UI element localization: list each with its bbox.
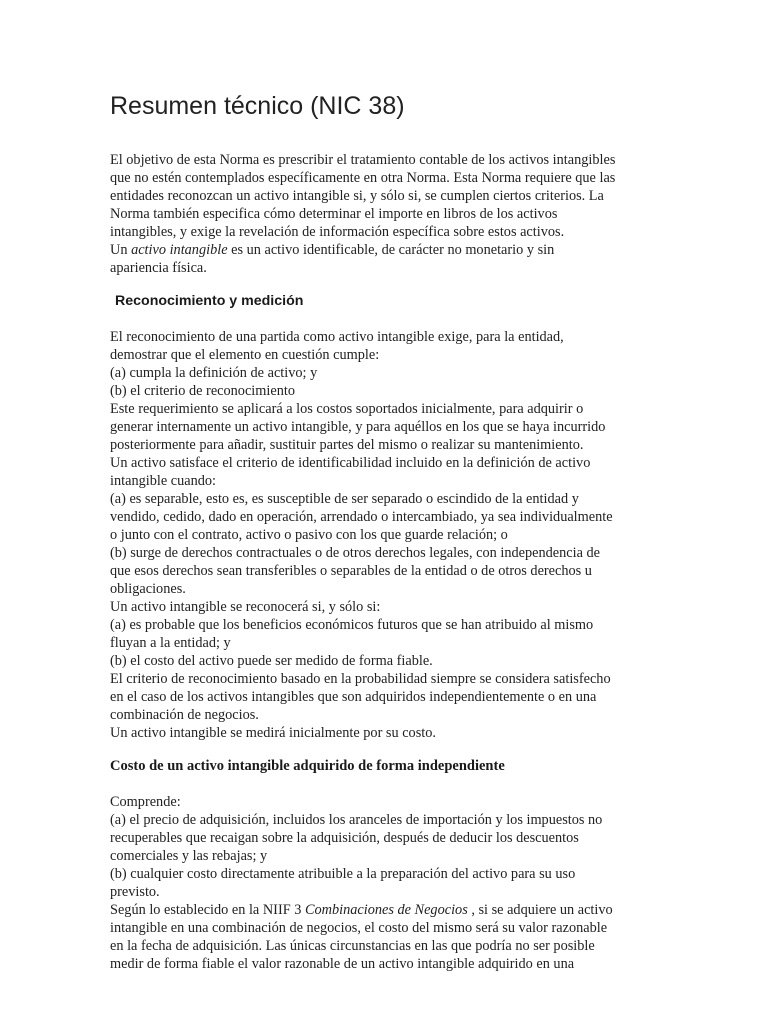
text-line: (b) el costo del activo puede ser medido de forma fiable. (110, 653, 433, 669)
text-line (110, 901, 613, 919)
text-line: demostrar que el elemento en cuestión cumple: (110, 347, 380, 363)
text-line: El criterio de reconocimiento basado en la probabilidad siempre se considera satisfecho (110, 671, 611, 687)
text-line: intangible en una combinación de negocios, el costo del mismo será su valor razonable (110, 920, 608, 936)
italic-term: activo intangible (131, 242, 228, 258)
text-line: que no estén contemplados específicamente en otra Norma. Esta Norma requiere que las (110, 170, 616, 186)
text-line: obligaciones. (110, 581, 186, 597)
text-line: Un activo satisface el criterio de identificabilidad incluido en la definición de activo (110, 455, 591, 471)
text-line: comerciales y las rebajas; y (110, 848, 268, 864)
text-line: (a) el precio de adquisición, incluidos los aranceles de importación y los impuestos no (110, 812, 603, 828)
text-line: entidades reconozcan un activo intangible si, y sólo si, se cumplen ciertos criterios. La (110, 188, 604, 204)
italic-reference: Combinaciones de Negocios (304, 902, 468, 918)
section-heading-reconocimiento: Reconocimiento y medición (115, 293, 304, 309)
section-heading-costo: Costo de un activo intangible adquirido de forma independiente (110, 758, 505, 774)
text-line: El objetivo de esta Norma es prescribir el tratamiento contable de los activos intangibles (110, 152, 616, 168)
text-line: medir de forma fiable el valor razonable de un activo intangible adquirido en una (110, 956, 575, 972)
text-line: en el caso de los activos intangibles que son adquiridos independientemente o en una (110, 689, 597, 705)
text-line: (b) cualquier costo directamente atribuible a la preparación del activo para su uso (110, 866, 576, 882)
text-line: intangible cuando: (110, 473, 217, 489)
text-line: recuperables que recaigan sobre la adquisición, después de deducir los descuentos (110, 830, 579, 846)
text-line: o junto con el contrato, activo o pasivo con los que guarde relación; o (110, 527, 508, 543)
text-line: Un activo intangible se medirá inicialmente por su costo. (110, 725, 436, 741)
page-title: Resumen técnico (NIC 38) (110, 92, 405, 120)
text-line: Norma también especifica cómo determinar el importe en libros de los activos (110, 206, 558, 222)
text-line: en la fecha de adquisición. Las únicas circunstancias en las que podría no ser posible (110, 938, 595, 954)
text-line: (a) cumpla la definición de activo; y (110, 365, 318, 381)
text-line: previsto. (110, 884, 160, 900)
text-run: , si se adquiere un activo (467, 902, 613, 918)
text-run: Según lo establecido en la NIIF 3 (110, 902, 305, 918)
text-line (110, 241, 615, 259)
text-line: Un activo intangible se reconocerá si, y sólo si: (110, 599, 381, 615)
text-line: (b) el criterio de reconocimiento (110, 383, 295, 399)
text-line: posteriormente para añadir, sustituir partes del mismo o realizar su mantenimiento. (110, 437, 584, 453)
costo-paragraph (110, 793, 613, 973)
text-line: (b) surge de derechos contractuales o de otros derechos legales, con independencia de (110, 545, 600, 561)
text-line: (a) es probable que los beneficios económicos futuros que se han atribuido al mismo (110, 617, 594, 633)
text-line: apariencia física. (110, 260, 207, 276)
text-line: Este requerimiento se aplicará a los costos soportados inicialmente, para adquirir o (110, 401, 584, 417)
intro-paragraph (110, 151, 615, 277)
text-line: Comprende: (110, 794, 181, 810)
text-line: El reconocimiento de una partida como activo intangible exige, para la entidad, (110, 329, 564, 345)
text-run: Un (110, 242, 132, 258)
text-line: intangibles, y exige la revelación de información específica sobre estos activos. (110, 224, 565, 240)
text-line: combinación de negocios. (110, 707, 259, 723)
text-line: que esos derechos sean transferibles o separables de la entidad o de otros derechos u (110, 563, 592, 579)
text-line: fluyan a la entidad; y (110, 635, 231, 651)
reconocimiento-paragraph (110, 328, 613, 742)
text-run: es un activo identificable, de carácter no monetario y sin (227, 242, 555, 258)
text-line: vendido, cedido, dado en operación, arrendado o intercambiado, ya sea individualmente (110, 509, 613, 525)
text-line: (a) es separable, esto es, es susceptible de ser separado o escindido de la entidad y (110, 491, 579, 507)
text-line: generar internamente un activo intangible, y para aquéllos en los que se haya incurrido (110, 419, 606, 435)
